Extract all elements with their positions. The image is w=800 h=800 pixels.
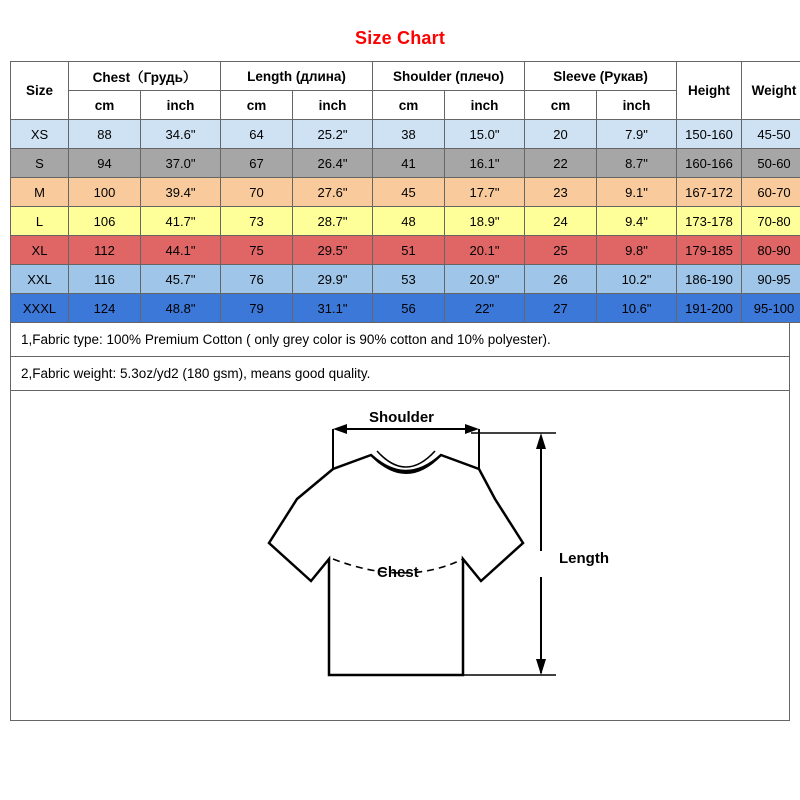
cell-value: 18.9" <box>445 207 525 236</box>
cell-value: 29.9" <box>293 265 373 294</box>
cell-value: 75 <box>221 236 293 265</box>
cell-value: 39.4" <box>141 178 221 207</box>
header-weight <box>742 62 800 120</box>
note-fabric-weight: 2,Fabric weight: 5.3oz/yd2 (180 gsm), means good quality. <box>10 357 790 391</box>
cell-value: 67 <box>221 149 293 178</box>
cell-value: 173-178 <box>677 207 742 236</box>
cell-value: 94 <box>69 149 141 178</box>
tshirt-outline <box>269 451 523 675</box>
cell-value: 25.2" <box>293 120 373 149</box>
cell-value: 48.8" <box>141 294 221 323</box>
cell-value: 20.1" <box>445 236 525 265</box>
cell-value: 34.6" <box>141 120 221 149</box>
cell-value: 80-90 <box>742 236 800 265</box>
table-row <box>11 149 800 178</box>
cell-value: 28.7" <box>293 207 373 236</box>
cell-size: XXXL <box>11 294 69 323</box>
cell-value: 17.7" <box>445 178 525 207</box>
cell-value: 95-100 <box>742 294 800 323</box>
cell-value: 41.7" <box>141 207 221 236</box>
cell-value: 20 <box>525 120 597 149</box>
cell-value: 90-95 <box>742 265 800 294</box>
page-title: Size Chart <box>354 28 446 48</box>
header-weight-label: Weight <box>751 83 797 98</box>
cell-value: 25 <box>525 236 597 265</box>
cell-value: 45 <box>373 178 445 207</box>
cell-value: 100 <box>69 178 141 207</box>
header-sleeve: Sleeve (Рукав) <box>525 62 677 91</box>
unit-shoulder-cm: cm <box>373 91 445 120</box>
cell-value: 10.2" <box>597 265 677 294</box>
unit-chest-inch: inch <box>141 91 221 120</box>
cell-value: 48 <box>373 207 445 236</box>
header-shoulder: Shoulder (плечо) <box>373 62 525 91</box>
cell-value: 27 <box>525 294 597 323</box>
table-row <box>11 120 800 149</box>
cell-value: 8.7" <box>597 149 677 178</box>
table-group-header-row <box>11 62 800 91</box>
header-size: Size <box>11 62 69 120</box>
cell-value: 50-60 <box>742 149 800 178</box>
header-chest: Chest（Грудь） <box>69 62 221 91</box>
cell-value: 60-70 <box>742 178 800 207</box>
cell-value: 22" <box>445 294 525 323</box>
label-length: Length <box>559 550 609 567</box>
cell-value: 106 <box>69 207 141 236</box>
table-row <box>11 207 800 236</box>
label-shoulder: Shoulder <box>369 409 435 426</box>
cell-value: 44.1" <box>141 236 221 265</box>
cell-value: 26 <box>525 265 597 294</box>
table-row <box>11 265 800 294</box>
cell-value: 45-50 <box>742 120 800 149</box>
cell-value: 150-160 <box>677 120 742 149</box>
unit-shoulder-inch: inch <box>445 91 525 120</box>
cell-value: 116 <box>69 265 141 294</box>
cell-size: XS <box>11 120 69 149</box>
label-chest: Chest <box>377 564 419 581</box>
cell-value: 10.6" <box>597 294 677 323</box>
unit-sleeve-cm: cm <box>525 91 597 120</box>
cell-value: 191-200 <box>677 294 742 323</box>
unit-length-inch: inch <box>293 91 373 120</box>
cell-size: XL <box>11 236 69 265</box>
cell-value: 124 <box>69 294 141 323</box>
unit-sleeve-inch: inch <box>597 91 677 120</box>
cell-value: 37.0" <box>141 149 221 178</box>
cell-size: XXL <box>11 265 69 294</box>
cell-value: 64 <box>221 120 293 149</box>
header-height <box>677 62 742 120</box>
cell-value: 88 <box>69 120 141 149</box>
cell-value: 23 <box>525 178 597 207</box>
size-chart-table <box>10 61 800 323</box>
cell-value: 9.8" <box>597 236 677 265</box>
cell-value: 26.4" <box>293 149 373 178</box>
cell-value: 31.1" <box>293 294 373 323</box>
cell-size: L <box>11 207 69 236</box>
cell-value: 179-185 <box>677 236 742 265</box>
cell-value: 186-190 <box>677 265 742 294</box>
cell-value: 22 <box>525 149 597 178</box>
cell-value: 167-172 <box>677 178 742 207</box>
cell-value: 41 <box>373 149 445 178</box>
header-length: Length (длина) <box>221 62 373 91</box>
cell-value: 16.1" <box>445 149 525 178</box>
cell-size: S <box>11 149 69 178</box>
cell-value: 20.9" <box>445 265 525 294</box>
cell-value: 56 <box>373 294 445 323</box>
table-body <box>11 120 800 323</box>
unit-length-cm: cm <box>221 91 293 120</box>
cell-value: 38 <box>373 120 445 149</box>
notes-section <box>10 323 790 391</box>
cell-value: 29.5" <box>293 236 373 265</box>
cell-value: 112 <box>69 236 141 265</box>
cell-value: 70 <box>221 178 293 207</box>
cell-value: 7.9" <box>597 120 677 149</box>
cell-value: 79 <box>221 294 293 323</box>
cell-value: 9.1" <box>597 178 677 207</box>
tshirt-diagram <box>10 391 790 721</box>
note-fabric-type: 1,Fabric type: 100% Premium Cotton ( only grey color is 90% cotton and 10% polyester). <box>10 323 790 357</box>
cell-value: 24 <box>525 207 597 236</box>
cell-value: 51 <box>373 236 445 265</box>
tshirt-measurement-svg <box>11 391 789 719</box>
cell-value: 15.0" <box>445 120 525 149</box>
cell-value: 53 <box>373 265 445 294</box>
table-row <box>11 236 800 265</box>
cell-value: 45.7" <box>141 265 221 294</box>
cell-value: 73 <box>221 207 293 236</box>
cell-value: 70-80 <box>742 207 800 236</box>
table-row <box>11 178 800 207</box>
cell-value: 9.4" <box>597 207 677 236</box>
cell-value: 27.6" <box>293 178 373 207</box>
cell-value: 160-166 <box>677 149 742 178</box>
cell-size: M <box>11 178 69 207</box>
unit-chest-cm: cm <box>69 91 141 120</box>
cell-value: 76 <box>221 265 293 294</box>
table-row <box>11 294 800 323</box>
header-height-label: Height <box>688 83 731 98</box>
